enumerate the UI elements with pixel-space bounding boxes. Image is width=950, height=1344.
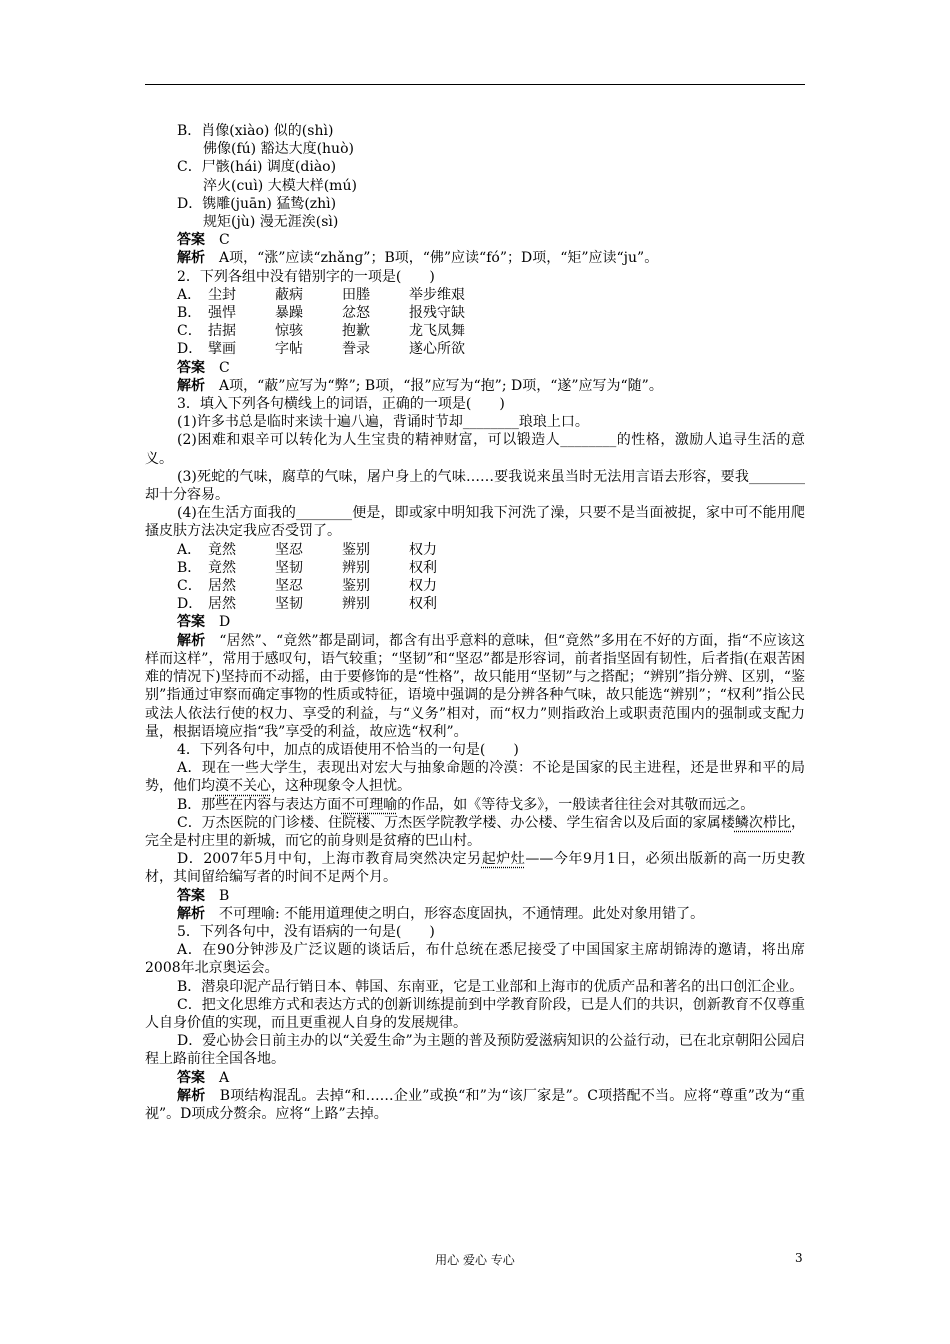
q1-option-c-line2: 淬火(cuì) 大模大样(mú) (203, 177, 357, 194)
q3-sentence-3: (3)死蛇的气味，腐草的气味，屠户身上的气味……要我说来虽当时无法用言语去形容，要我________却十分容易。 (145, 468, 805, 504)
q5-answer: 答案 A (177, 1069, 230, 1086)
q4-stem: 4．下列各句中，加点的成语使用不恰当的一句是( ) (177, 741, 519, 758)
footer-slogan: 用心 爱心 专心 (435, 1253, 515, 1267)
q3-option-c: C． 居然 坚忍 鉴别 权力 (177, 578, 437, 595)
q1-option-c-line1: C．尸骸(hái) 调度(diào) (177, 159, 337, 176)
q5-option-c: C．把文化思维方式和表达方式的创新训练提前到中学教育阶段，已是人们的共识，创新教育不仅尊重人自身价值的实现，而且更重视人自身的发展规律。 (145, 996, 805, 1031)
dotted-idiom: 鳞次栉比 (734, 814, 791, 831)
q4-option-a: A．现在一些大学生，表现出对宏大与抽象命题的冷漠：不论是国家的民主进程，还是世界和平的局势，他们均漠不关心，这种现象令人担忧。 (145, 760, 805, 795)
q5-stem: 5．下列各句中，没有语病的一句是( ) (177, 923, 435, 940)
q1-option-d-line2: 规矩(jù) 漫无涯涘(sì) (203, 214, 339, 231)
q3-stem: 3．填入下列各句横线上的词语，正确的一项是( ) (177, 396, 505, 413)
q2-stem: 2．下列各组中没有错别字的一项是( ) (177, 268, 435, 285)
q2-analysis: 解析 A项，“蔽”应写为“弊”; B项，“报”应写为“抱”; D项，“遂”应写为“随”。 (177, 377, 663, 394)
header-rule (145, 84, 805, 85)
q2-option-c: C． 拮据 惊骇 抱歉 龙飞凤舞 (177, 323, 465, 340)
dotted-idiom: 不可理喻 (341, 796, 398, 813)
q1-option-d-line1: D．镌雕(juān) 猛鸷(zhì) (177, 195, 337, 212)
q1-analysis: 解析 A项，“涨”应读“zhǎnɡ”；B项，“佛”应读“fó”；D项，“矩”应读“ju”。 (177, 250, 659, 267)
q4-analysis: 解析 不可理喻: 不能用道理使之明白，形容态度固执，不通情理。此处对象用错了。 (177, 905, 705, 922)
q3-option-b: B． 竟然 坚韧 辨别 权利 (177, 559, 437, 576)
q3-option-a: A． 竟然 坚忍 鉴别 权力 (177, 541, 437, 558)
q2-option-a: A． 尘封 蔽病 田塍 举步维艰 (177, 286, 465, 303)
q4-option-b: B．那些在内容与表达方面不可理喻的作品，如《等待戈多》，一般读者往往会对其敬而远之。 (177, 796, 755, 813)
q3-sentence-1: (1)许多书总是临时来读十遍八遍，背诵时节却________琅琅上口。 (177, 414, 589, 431)
q3-sentence-2: (2)困难和艰辛可以转化为人生宝贵的精神财富，可以锻造人________的性格，激励人追寻生活的意义。 (145, 432, 805, 467)
q4-answer: 答案 B (177, 887, 230, 904)
q2-option-d: D． 擘画 字帖 誊录 遂心所欲 (177, 341, 465, 358)
q2-option-b: B． 强悍 暴躁 忿怒 报残守缺 (177, 305, 465, 322)
q1-option-b-line2: 佛像(fú) 豁达大度(huò) (203, 141, 354, 158)
q5-option-d: D．爱心协会日前主办的以“关爱生命”为主题的普及预防爱滋病知识的公益行动，已在北京朝阳公园启程上路前往全国各地。 (145, 1033, 805, 1068)
dotted-idiom: 起炉灶 (481, 851, 526, 868)
q5-option-a: A．在90分钟涉及广泛议题的谈话后，布什总统在悉尼接受了中国国家主席胡锦涛的邀请，将出席2008年北京奥运会。 (145, 942, 805, 977)
q3-sentence-4: (4)在生活方面我的________便是，即或家中明知我下河洗了澡，只要不是当面被捉，家中可不能用爬搔皮肤方法决定我应否受罚了。 (145, 505, 805, 540)
page-content (145, 122, 805, 1123)
q3-option-d: D． 居然 坚韧 辨别 权利 (177, 596, 437, 613)
q5-analysis: 解析 B项结构混乱。去掉“和……企业”或换“和”为“该厂家是”。C项搭配不当。应将“尊重”改为“重视”。D项成分赘余。应将“上路”去掉。 (145, 1087, 806, 1122)
dotted-idiom: 漠不关心 (215, 778, 271, 795)
q3-answer: 答案 D (177, 614, 231, 631)
q2-answer: 答案 C (177, 359, 230, 376)
q5-option-b: B．潜泉印泥产品行销日本、韩国、东南亚，它是工业部和上海市的优质产品和著名的出口创汇企业。 (177, 978, 804, 995)
q1-option-b-line1: B．肖像(xiào) 似的(shì) (177, 123, 334, 139)
q4-option-d: D．2007年5月中旬，上海市教育局突然决定另起炉灶——今年9月1日，必须出版新的高一历史教材，其间留给编写者的时间不足两个月。 (145, 851, 805, 886)
q4-option-c: C．万杰医院的门诊楼、住院楼、万杰医学院教学楼、办公楼、学生宿舍以及后面的家属楼鳞次栉比，完全是村庄里的新城，而它的前身则是贫瘠的巴山村。 (145, 814, 805, 849)
q1-answer: 答案 C (177, 232, 230, 249)
page-number: 3 (795, 1251, 803, 1265)
q3-analysis: 解析 “居然”、“竟然”都是副词，都含有出乎意料的意味，但“竟然”多用在不好的方面，指“不应该这样而这样”，常用于感叹句，语气较重；“坚韧”和“坚忍”都是形容词，前者指坚固有韧性，后者指(在艰苦困难的情况下)坚持而不动摇，由于要修饰的是“性格”，故只能用“坚韧”与之搭配；“辨别”指分辨、区别，“鉴别”指通过审察而确定事物的性质或特征，语境中强调的是分辨各种气味，故只能选“辨别”；“权利”指公民或法人依法行使的权力、享受的利益，与“义务”相对，而“权力”则指政治上或职责范围内的强制或支配力量，根据语境应指“我”享受的利益，故应选“权利”。 (145, 632, 806, 740)
